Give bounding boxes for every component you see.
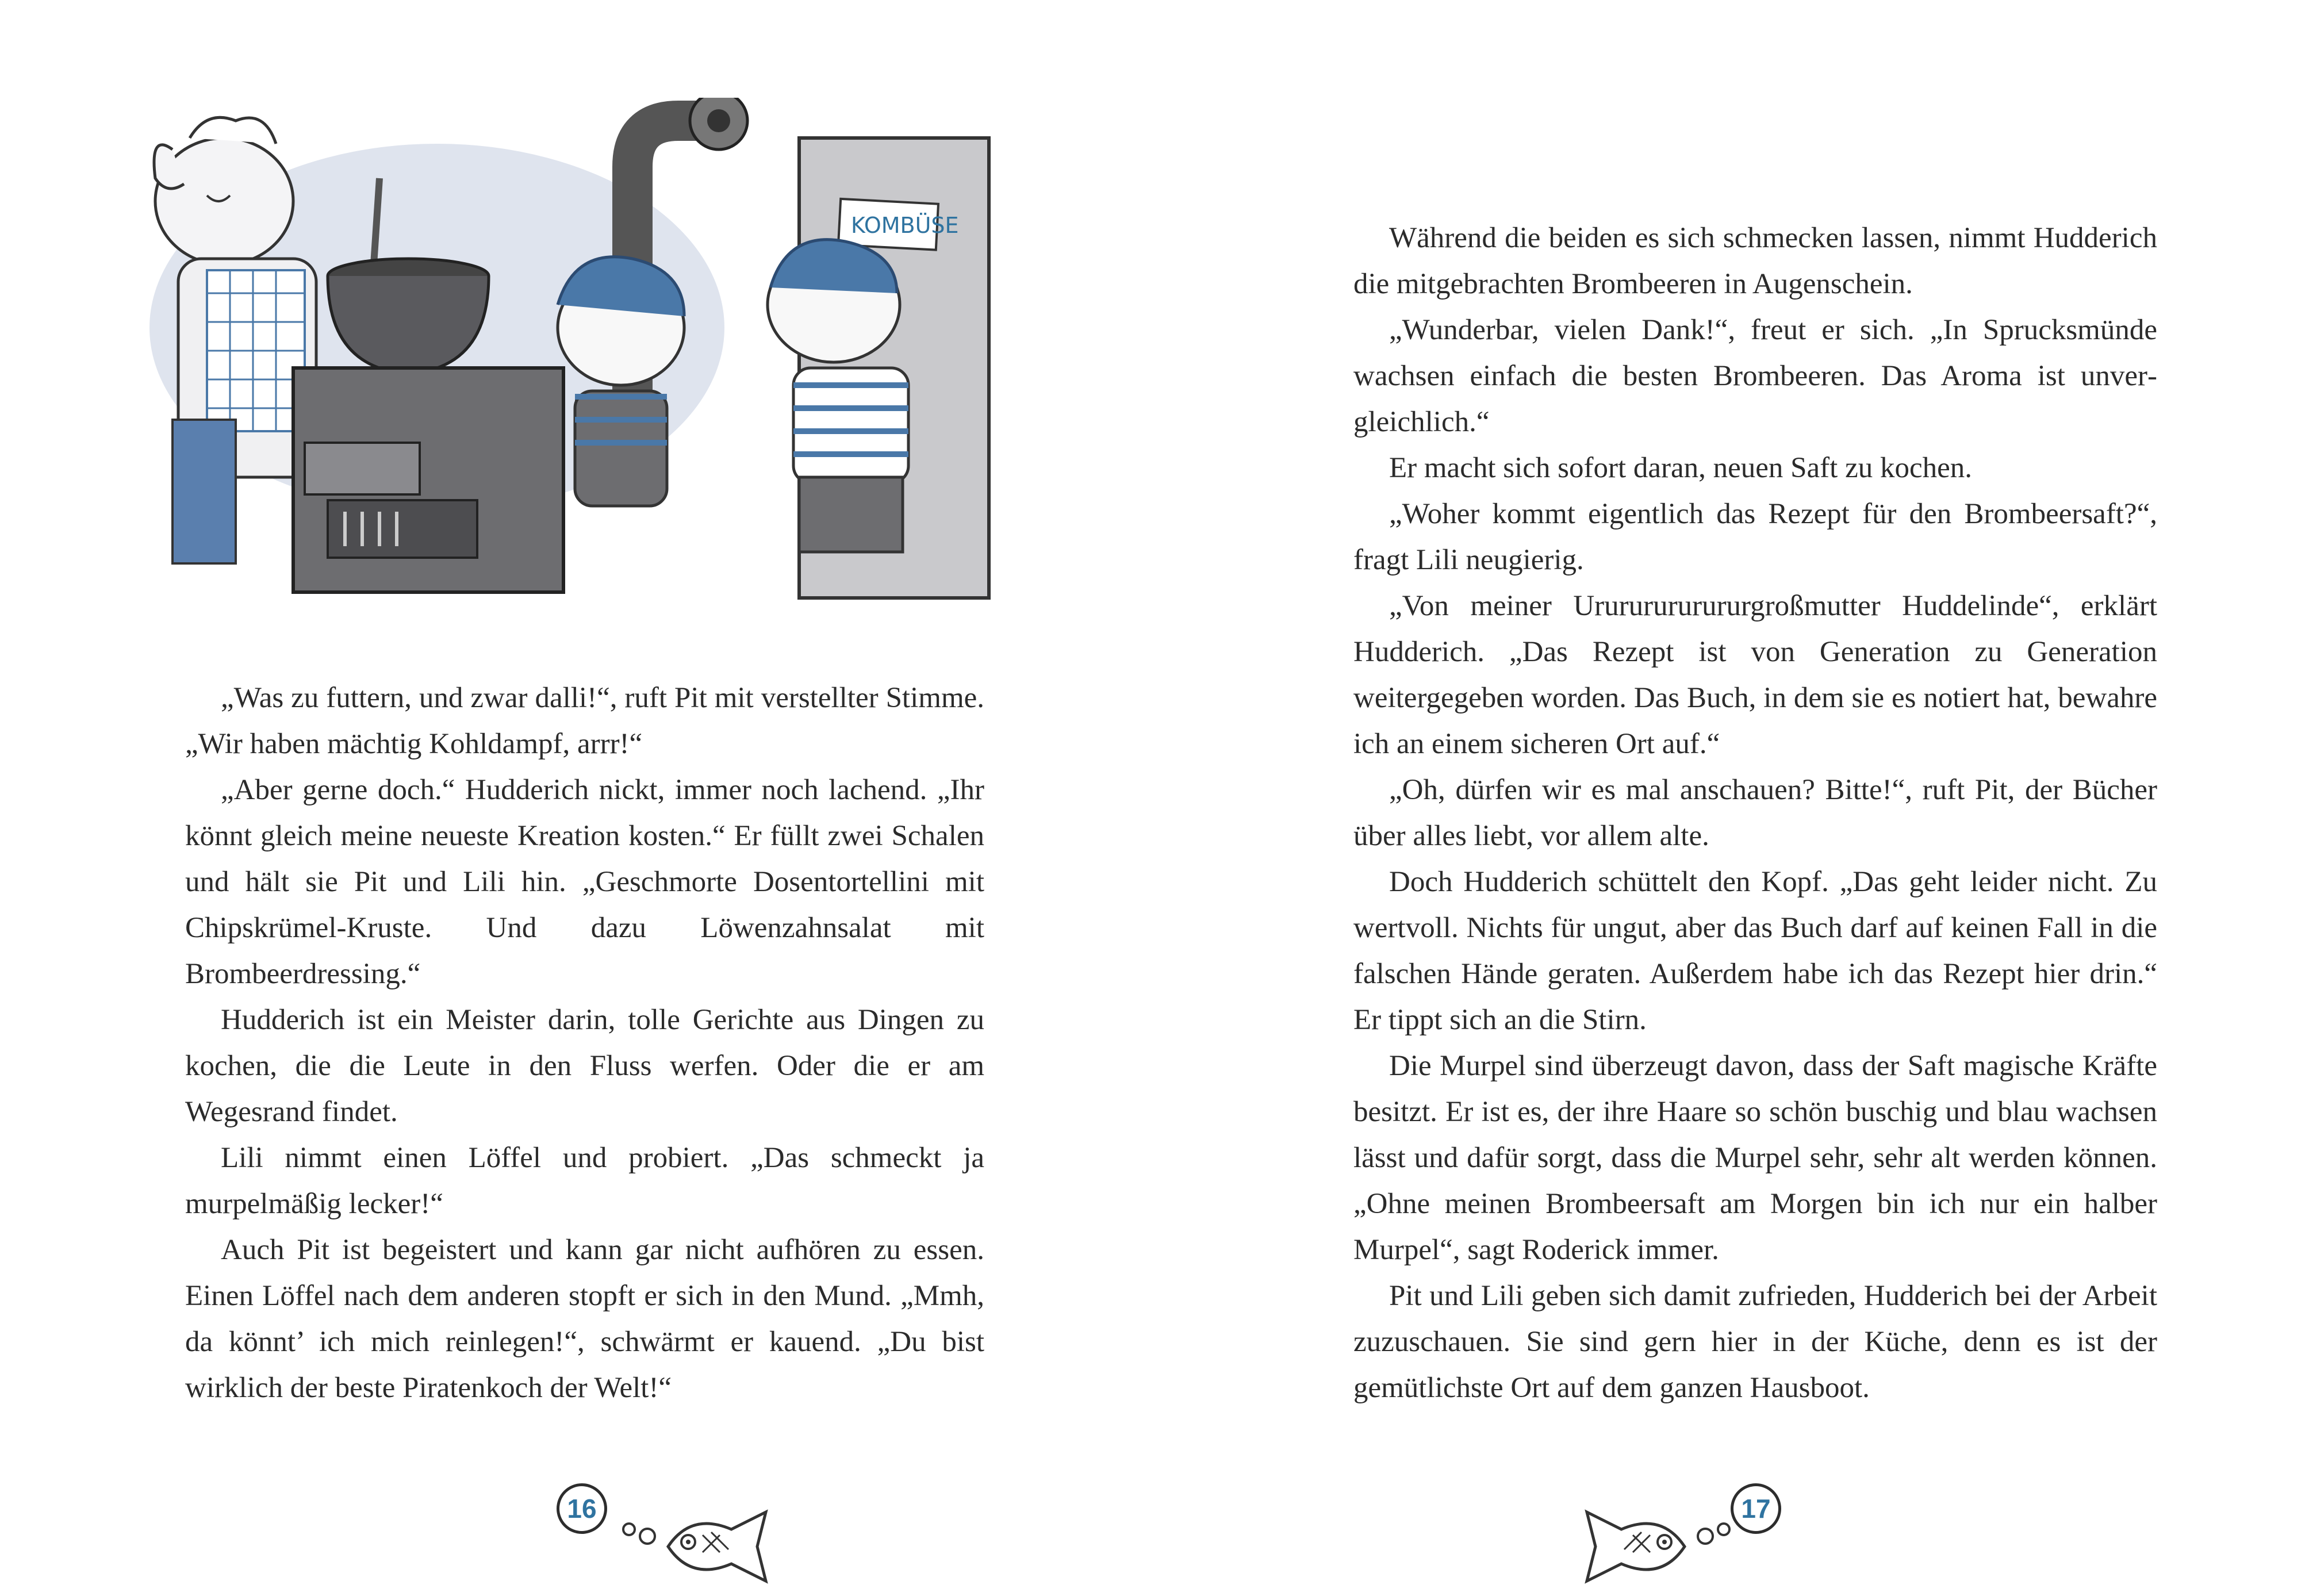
paragraph: Während die beiden es sich schmecken lassen, nimmt Hudderich die mitgebrachten Brombeeren in Augenschein. [1353,222,2157,300]
paragraph: Auch Pit ist begeistert und kann gar nicht aufhören zu essen. Einen Löffel nach dem anderen stopft er sich in den Mund. „Mmh, da könnt’ ich mich reinlegen!“, schwärmt er kauend. „Du bist wirklich der beste Piratenkoch der Welt!“ [185,1234,984,1404]
paragraph: „Oh, dürfen wir es mal anschauen? Bitte!“, ruft Pit, der Bücher über alles liebt, vor allem alte. [1353,774,2157,852]
fish-icon [1570,1495,1731,1587]
bubble-icon [623,1524,635,1535]
page-number: 16 [557,1483,607,1534]
bubble-icon [1698,1529,1713,1544]
fish-icon [622,1495,783,1587]
page-number: 17 [1731,1483,1781,1534]
bubble-icon [640,1529,655,1544]
paragraph: „Von meiner Urururururururgroßmutter Huddelinde“, erklärt Hudderich. „Das Rezept ist von Generation zu Generation weitergegeben worden. Das Buch, in dem sie es notiert hat, bewahre ich an einem sicheren Ort auf.“ [1353,590,2157,760]
paragraph: „Woher kommt eigentlich das Rezept für den Brombeersaft?“, fragt Lili neugierig. [1353,498,2157,576]
right-page [1154,0,2309,1596]
kitchen-illustration [138,98,1064,615]
paragraph: Pit und Lili geben sich damit zufrieden, Hudderich bei der Arbeit zuzuschauen. Sie sind gern hier in der Küche, denn es ist der gemütlichste Ort auf dem ganzen Hausboot. [1353,1280,2157,1404]
paragraph: „Wunderbar, vielen Dank!“, freut er sich. „In Sprucksmünde wachsen einfach die besten Brombeeren. Das Aroma ist unvergleichlich.“ [1353,314,2157,438]
paragraph: „Aber gerne doch.“ Hudderich nickt, immer noch lachend. „Ihr könnt gleich meine neueste Kreation kosten.“ Er füllt zwei Schalen und hält sie Pit und Lili hin. „Geschmorte Dosentortellini mit Chipskrümel-Kruste. Und dazu Löwenzahnsalat mit Brombeerdressing.“ [185,774,984,990]
paragraph: Lili nimmt einen Löffel und probiert. „Das schmeckt ja murpelmäßig lecker!“ [185,1142,984,1220]
bubble-icon [1718,1524,1729,1535]
paragraph: Die Murpel sind überzeugt davon, dass der Saft magische Kräfte besitzt. Er ist es, der ihre Haare so schön buschig und blau wachsen lässt und dafür sorgt, dass die Murpel sehr, sehr alt werden können. „Ohne meinen Brombeersaft am Morgen bin ich nur ein halber Murpel“, sagt Roderick immer. [1353,1050,2157,1266]
paragraph: Doch Hudderich schüttelt den Kopf. „Das geht leider nicht. Zu wertvoll. Nichts für ungut, aber das Buch darf auf keinen Fall in die falschen Hände geraten. Außerdem habe ich das Rezept hier drin.“ Er tippt sich an die Stirn. [1353,866,2157,1036]
boy-character [768,240,908,552]
right-body-text [1353,215,2157,1411]
paragraph: Hudderich ist ein Meister darin, tolle Gerichte aus Dingen zu kochen, die die Leute in den Fluss werfen. Oder die er am Wegesrand findet. [185,1004,984,1128]
paragraph: Er macht sich sofort daran, neuen Saft zu kochen. [1389,452,1972,484]
door-sign: KOMBÜSE [851,213,959,238]
paragraph: „Was zu futtern, und zwar dalli!“, ruft Pit mit verstellter Stimme. „Wir haben mächtig Kohldampf, arrr!“ [185,682,984,760]
left-page [0,0,1154,1596]
left-body-text [185,675,984,1411]
